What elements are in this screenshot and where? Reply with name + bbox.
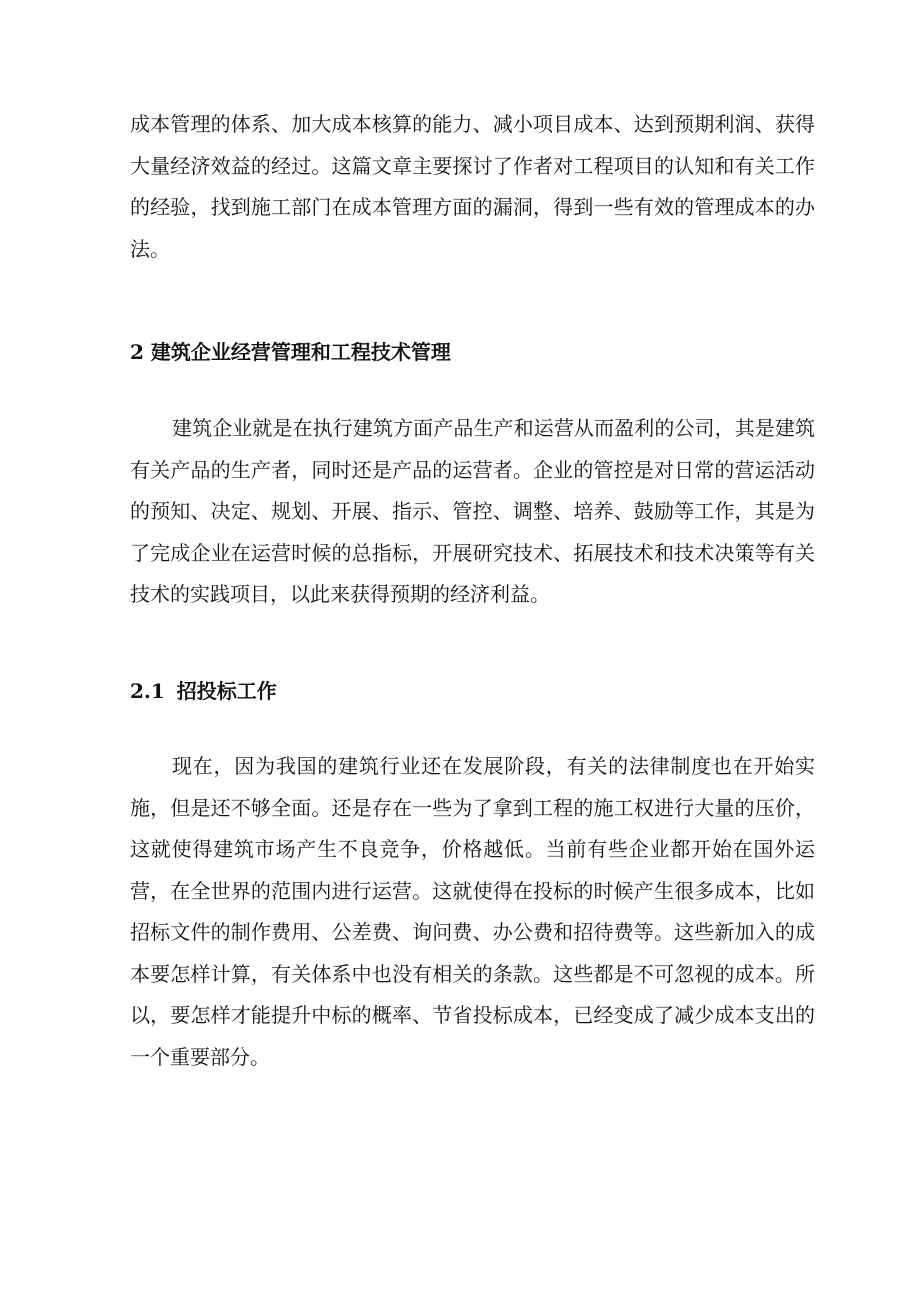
paragraph-intro: 成本管理的体系、加大成本核算的能力、减小项目成本、达到预期利润、获得大量经济效益的经过。这篇文章主要探讨了作者对工程项目的认知和有关工作的经验，找到施工部门在成本管理方面的漏洞，得到一些有效的管理成本的办法。: [130, 112, 815, 261]
paragraph-section-2-1: 现在，因为我国的建筑行业还在发展阶段，有关的法律制度也在开始实施，但是还不够全面。还是存在一些为了拿到工程的施工权进行大量的压价，这就使得建筑市场产生不良竞争，价格越低。当前有些企业都开始在国外运营，在全世界的范围内进行运营。这就使得在投标的时候产生很多成本，比如招标文件的制作费用、公差费、询问费、办公费和招待费等。这些新加入的成本要怎样计算，有关体系中也没有相关的条款。这些都是不可忽视的成本。所以，要怎样才能提升中标的概率、节省投标成本，已经变成了减少成本支出的一个重要部分。: [130, 754, 815, 1069]
paragraph-section-2: 建筑企业就是在执行建筑方面产品生产和运营从而盈利的公司，其是建筑有关产品的生产者，同时还是产品的运营者。企业的管控是对日常的营运活动的预知、决定、规划、开展、指示、管控、调整、培养、鼓励等工作，其是为了完成企业在运营时候的总指标，开展研究技术、拓展技术和技术决策等有关技术的实践项目，以此来获得预期的经济利益。: [130, 416, 815, 606]
section-heading-2-1: [130, 676, 277, 706]
section-title: 建筑企业经营管理和工程技术管理: [150, 340, 451, 364]
section-heading-2: [130, 337, 451, 367]
section-number: 2: [130, 340, 144, 364]
section-title: 招投标工作: [176, 679, 277, 703]
section-number: 2.1: [130, 679, 165, 703]
